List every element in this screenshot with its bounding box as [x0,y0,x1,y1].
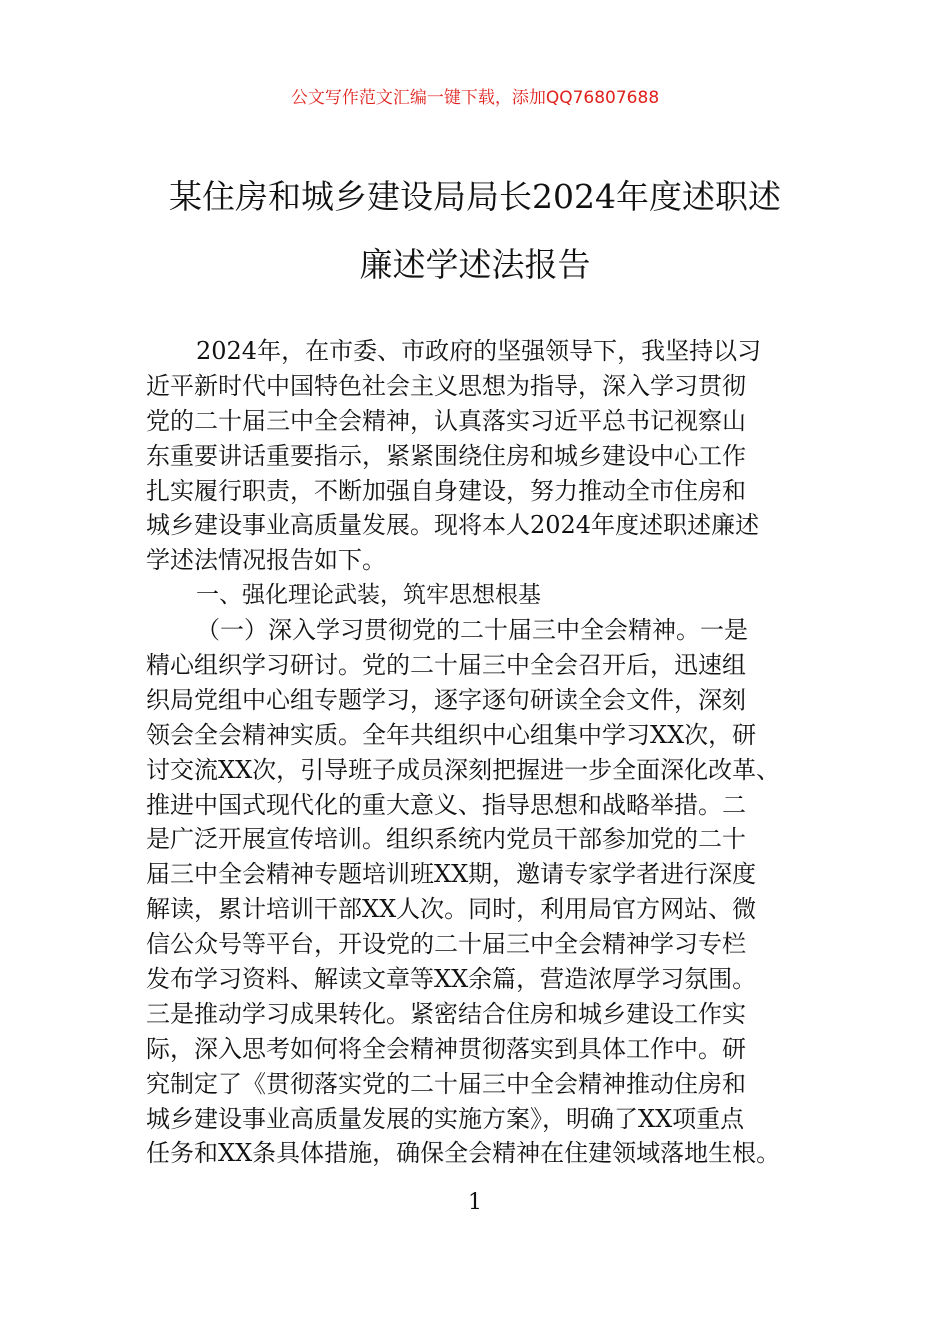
document-body [146,334,810,1171]
document-title-line-1: 某住房和城乡建设局局长2024年度述职述 [169,177,781,216]
paragraph-line: 城乡建设事业高质量发展的实施方案》，明确了XX项重点 [146,1104,745,1133]
paragraph-line: 际，深入思考如何将全会精神贯彻落实到具体工作中。研 [146,1034,746,1063]
paragraph-line: （一）深入学习贯彻党的二十届三中全会精神。一是 [196,616,748,645]
paragraph-line: 推进中国式现代化的重大意义、指导思想和战略举措。二 [146,790,746,819]
paragraph-line: 织局党组中心组专题学习，逐字逐句研读全会文件，深刻 [146,685,746,714]
paragraph-line: 三是推动学习成果转化。紧密结合住房和城乡建设工作实 [146,999,746,1028]
paragraph-line: 任务和XX条具体措施，确保全会精神在住建领域落地生根。 [146,1139,781,1168]
paragraph-line: 届三中全会精神专题培训班XX期，邀请专家学者进行深度 [146,860,757,889]
paragraph-line: 学述法情况报告如下。 [146,546,386,575]
paragraph-line: 2024年，在市委、市政府的坚强领导下，我坚持以习 [196,337,762,365]
header-promo-note: 公文写作范文汇编一键下载，添加QQ76807688 [290,88,660,108]
page-number: 1 [468,1190,482,1215]
paragraph-line: 近平新时代中国特色社会主义思想为指导，深入学习贯彻 [146,371,746,400]
paragraph-line: 精心组织学习研讨。党的二十届三中全会召开后，迅速组 [146,651,746,680]
paragraph-line: 东重要讲话重要指示，紧紧围绕住房和城乡建设中心工作 [146,441,746,470]
paragraph-line: 是广泛开展宣传培训。组织系统内党员干部参加党的二十 [146,825,746,854]
paragraph-line: 领会全会精神实质。全年共组织中心组集中学习XX次，研 [146,720,757,749]
paragraph-line: 发布学习资料、解读文章等XX余篇，营造浓厚学习氛围。 [146,965,757,994]
paragraph-line: 党的二十届三中全会精神，认真落实习近平总书记视察山 [146,406,746,435]
paragraph-line: 究制定了《贯彻落实党的二十届三中全会精神推动住房和 [146,1069,746,1098]
paragraph-line: 扎实履行职责，不断加强自身建设，努力推动全市住房和 [146,476,746,505]
document-title-line-2: 廉述学述法报告 [359,245,591,284]
section-heading: 一、强化理论武装，筑牢思想根基 [196,582,541,609]
paragraph-line: 解读，累计培训干部XX人次。同时，利用局官方网站、微 [146,895,757,924]
paragraph-line: 讨交流XX次，引导班子成员深刻把握进一步全面深化改革、 [146,755,781,784]
paragraph-line: 信公众号等平台，开设党的二十届三中全会精神学习专栏 [146,930,746,959]
paragraph-line: 城乡建设事业高质量发展。现将本人2024年度述职述廉述 [146,511,760,540]
